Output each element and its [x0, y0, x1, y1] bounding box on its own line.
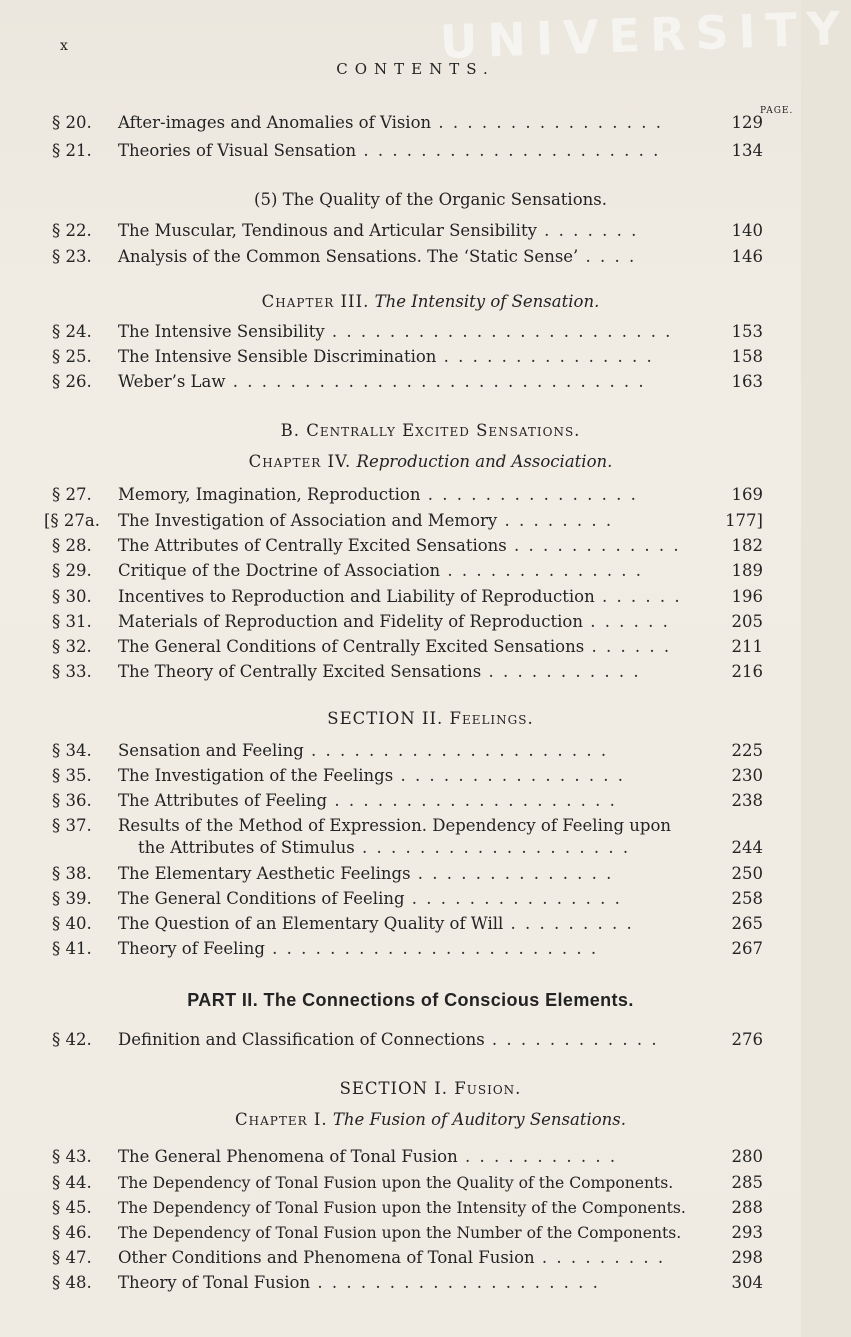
entry-title: Other Conditions and Phenomena of Tonal Fusion [118, 1248, 535, 1267]
entry-title: The Dependency of Tonal Fusion upon the Quality of the Components. [118, 1174, 674, 1192]
entry-title: Theories of Visual Sensation [118, 141, 357, 160]
part-subheading: B. Centrally Excited Sensations. [280, 421, 581, 440]
entry-title: The Question of an Elementary Quality of Will [118, 914, 504, 933]
page-ref: 276 [731, 1030, 763, 1049]
entry-title: Memory, Imagination, Reproduction [118, 485, 421, 504]
entry-title: the Attributes of Stimulus [138, 838, 355, 857]
page-ref: 182 [731, 536, 763, 555]
chapter-label: Chapter III. [261, 292, 370, 311]
page-ref: 230 [731, 766, 763, 785]
section-number: § 37. [52, 816, 92, 835]
entry-title: The Elementary Aesthetic Feelings [118, 864, 411, 883]
chapter-title: Reproduction and Association. [356, 452, 613, 471]
page-ref: 285 [731, 1173, 763, 1192]
section-number: [§ 27a. [44, 511, 101, 530]
entry-title: The Muscular, Tendinous and Articular Sensibility [118, 221, 537, 240]
chapter-title: The Fusion of Auditory Sensations. [332, 1110, 627, 1129]
chapter-label: Chapter IV. [248, 452, 352, 471]
section-number: § 20. [52, 113, 92, 132]
section-number: § 44. [52, 1173, 92, 1192]
entry-title: Theory of Tonal Fusion [118, 1273, 311, 1292]
section-number: § 33. [52, 662, 92, 681]
section-number: § 22. [52, 221, 92, 240]
entry-title: The General Conditions of Feeling [118, 889, 405, 908]
page-ref: 304 [731, 1273, 763, 1292]
page-ref: 298 [731, 1248, 763, 1267]
entry-title: After-images and Anomalies of Vision [118, 113, 432, 132]
page-ref: 258 [731, 889, 763, 908]
entry-title: The Theory of Centrally Excited Sensations [118, 662, 482, 681]
page-ref: 250 [731, 864, 763, 883]
section-number: § 41. [52, 939, 92, 958]
section-number: § 28. [52, 536, 92, 555]
page-ref: 134 [731, 141, 763, 160]
page-ref: 211 [731, 637, 763, 656]
section-number: § 47. [52, 1248, 92, 1267]
chapter-heading [0, 452, 801, 471]
section-number: § 23. [52, 247, 92, 266]
page-ref: 129 [731, 113, 763, 132]
entry-title: Results of the Method of Expression. Dependency of Feeling upon [118, 816, 672, 835]
section-number: § 34. [52, 741, 92, 760]
section-number: § 38. [52, 864, 92, 883]
page-ref: 163 [731, 372, 763, 391]
page-ref: 216 [731, 662, 763, 681]
page-ref: 158 [731, 347, 763, 366]
entry-title: Materials of Reproduction and Fidelity of Reproduction [118, 612, 583, 631]
page-ref: 146 [731, 247, 763, 266]
part-heading: PART II. The Connections of Conscious Elements. [187, 990, 634, 1010]
page-ref: 280 [731, 1147, 763, 1166]
section-number: § 43. [52, 1147, 92, 1166]
entry-title: The Intensive Sensibility [118, 322, 325, 341]
entry-title: Analysis of the Common Sensations. The ‘Static Sense’ [118, 247, 579, 266]
subsection-heading: (5) The Quality of the Organic Sensations. [254, 190, 607, 209]
section-number: § 36. [52, 791, 92, 810]
chapter-heading [0, 292, 801, 311]
section-number: § 30. [52, 587, 92, 606]
page-ref: 225 [731, 741, 763, 760]
section-number: § 25. [52, 347, 92, 366]
page-ref: 153 [731, 322, 763, 341]
library-watermark: UNIVERSITY [439, 0, 851, 70]
chapter-heading [0, 1110, 801, 1129]
section-number: § 46. [52, 1223, 92, 1242]
section-heading: SECTION I. Fusion. [339, 1079, 522, 1098]
page-ref: 205 [731, 612, 763, 631]
entry-title: Incentives to Reproduction and Liability of Reproduction [118, 587, 595, 606]
page-ref: 189 [731, 561, 763, 580]
section-number: § 40. [52, 914, 92, 933]
page-number: x [60, 38, 68, 54]
page-ref: 288 [731, 1198, 763, 1217]
page-ref: 293 [731, 1223, 763, 1242]
entry-title: The General Phenomena of Tonal Fusion [118, 1147, 458, 1166]
section-number: § 35. [52, 766, 92, 785]
page-ref: 140 [731, 221, 763, 240]
entry-title: Theory of Feeling [118, 939, 265, 958]
section-number: § 21. [52, 141, 92, 160]
chapter-title: The Intensity of Sensation. [374, 292, 600, 311]
section-number: § 24. [52, 322, 92, 341]
entry-title: Weber’s Law [118, 372, 226, 391]
section-number: § 32. [52, 637, 92, 656]
section-number: § 31. [52, 612, 92, 631]
page-ref: 177] [725, 511, 763, 530]
page-column-label: PAGE. [760, 106, 794, 116]
entry-title: Critique of the Doctrine of Association [118, 561, 441, 580]
book-page: UNIVERSITY x CONTENTS. PAGE. § 20. After-images and Anomalies of Vision . . . . . . . . . . . . . . . . 129 § 21. Theories of Visual Sensation . . . . . . . . . . . . . . . . . . . . . 134 (5) The Quality of the Organic Sensations. § 22. The Muscular, Tendinous and Articular Sensibility . . . . . . . 140 § 23. Analysis of the Common Sensations. The ‘Static Sense’ . . . . 146 Chapter III. The Intensity of Sensation. § 24. The Intensive Sensibility . . . . . . . . . . . . . . . . . . . . . . . . 153 § 25. The Intensive Sensible Discrimination . . . . . . . . . . . . . . . 158 § 26. Weber’s Law . . . . . . . . . . . . . . . . . . . . . . . . . . . . . 163 B. Centrally Excited Sensations. Chapter IV. Reproduction and Association. § 27. Memory, Imagination, Reproduction . . . . . . . . . . . . . . . 169 [§ 27a. The Investigation of Association and Memory . . . . . . . . 177] § 28. The Attributes of Centrally Excited Sensations . . . . . . . . . . . . 182 § 29. Critique of the Doctrine of Association . . . . . . . . . . . . . . 189 § 30. Incentives to Reproduction and Liability of Reproduction . . . . . . 196 § 31. Materials of Reproduction and Fidelity of Reproduction . . . . . . 205 § 32. The General Conditions of Centrally Excited Sensations . . . . . . 211 § 33. The Theory of Centrally Excited Sensations . . . . . . . . . . . 216 SECTION II. Feelings. § 34. Sensation and Feeling . . . . . . . . . . . . . . . . . . . . . 225 § 35. The Investigation of the Feelings . . . . . . . . . . . . . . . . 230 § 36. The Attributes of Feeling . . . . . . . . . . . . . . . . . . . . 238 § 37. Results of the Method of Expression. Dependency of Feeling upon the Attributes of Stimulus . . . . . . . . . . . . . . . . . . . 244 § 38. The Elementary Aesthetic Feelings . . . . . . . . . . . . . . 250 § 39. The General Conditions of Feeling . . . . . . . . . . . . . . . 258 § 40. The Question of an Elementary Quality of Will . . . . . . . . . 265 § 41. Theory of Feeling . . . . . . . . . . . . . . . . . . . . . . . 267 PART II. The Connections of Conscious Elements. § 42. Definition and Classification of Connections . . . . . . . . . . . . 276 SECTION I. Fusion. Chapter I. The Fusion of Auditory Sensations. § 43. The General Phenomena of Tonal Fusion . . . . . . . . . . . 280 § 44. The Dependency of Tonal Fusion upon the Quality of the Components. 285 § 45. The Dependency of Tonal Fusion upon the Intensity of the Components. 288 § 46. The Dependency of Tonal Fusion upon the Number of the Components. 293 § 47. Other Conditions and Phenomena of Tonal Fusion . . . . . . . . . 298 § 48. Theory of Tonal Fusion . . . . . . . . . . . . . . . . . . . . 304 [0, 0, 801, 1337]
entry-title: Sensation and Feeling [118, 741, 304, 760]
page-ref: 267 [731, 939, 763, 958]
section-number: § 27. [52, 485, 92, 504]
section-number: § 48. [52, 1273, 92, 1292]
entry-title: The Attributes of Centrally Excited Sensations [118, 536, 507, 555]
section-number: § 45. [52, 1198, 92, 1217]
entry-title: Definition and Classification of Connections [118, 1030, 485, 1049]
chapter-label: Chapter I. [234, 1110, 328, 1129]
page-ref: 244 [731, 838, 763, 857]
page-ref: 265 [731, 914, 763, 933]
section-number: § 29. [52, 561, 92, 580]
entry-title: The Intensive Sensible Discrimination [118, 347, 437, 366]
entry-title: The Dependency of Tonal Fusion upon the Number of the Components. [118, 1224, 682, 1242]
page-ref: 169 [731, 485, 763, 504]
running-head: CONTENTS. [336, 60, 495, 78]
section-number: § 26. [52, 372, 92, 391]
page-ref: 196 [731, 587, 763, 606]
section-number: § 42. [52, 1030, 92, 1049]
entry-title: The General Conditions of Centrally Excited Sensations [118, 637, 585, 656]
entry-title: The Investigation of the Feelings [118, 766, 394, 785]
entry-title: The Attributes of Feeling [118, 791, 328, 810]
section-number: § 39. [52, 889, 92, 908]
entry-title: The Dependency of Tonal Fusion upon the Intensity of the Components. [118, 1199, 686, 1217]
entry-title: The Investigation of Association and Memory [118, 511, 498, 530]
page-ref: 238 [731, 791, 763, 810]
section-heading: SECTION II. Feelings. [327, 709, 534, 728]
